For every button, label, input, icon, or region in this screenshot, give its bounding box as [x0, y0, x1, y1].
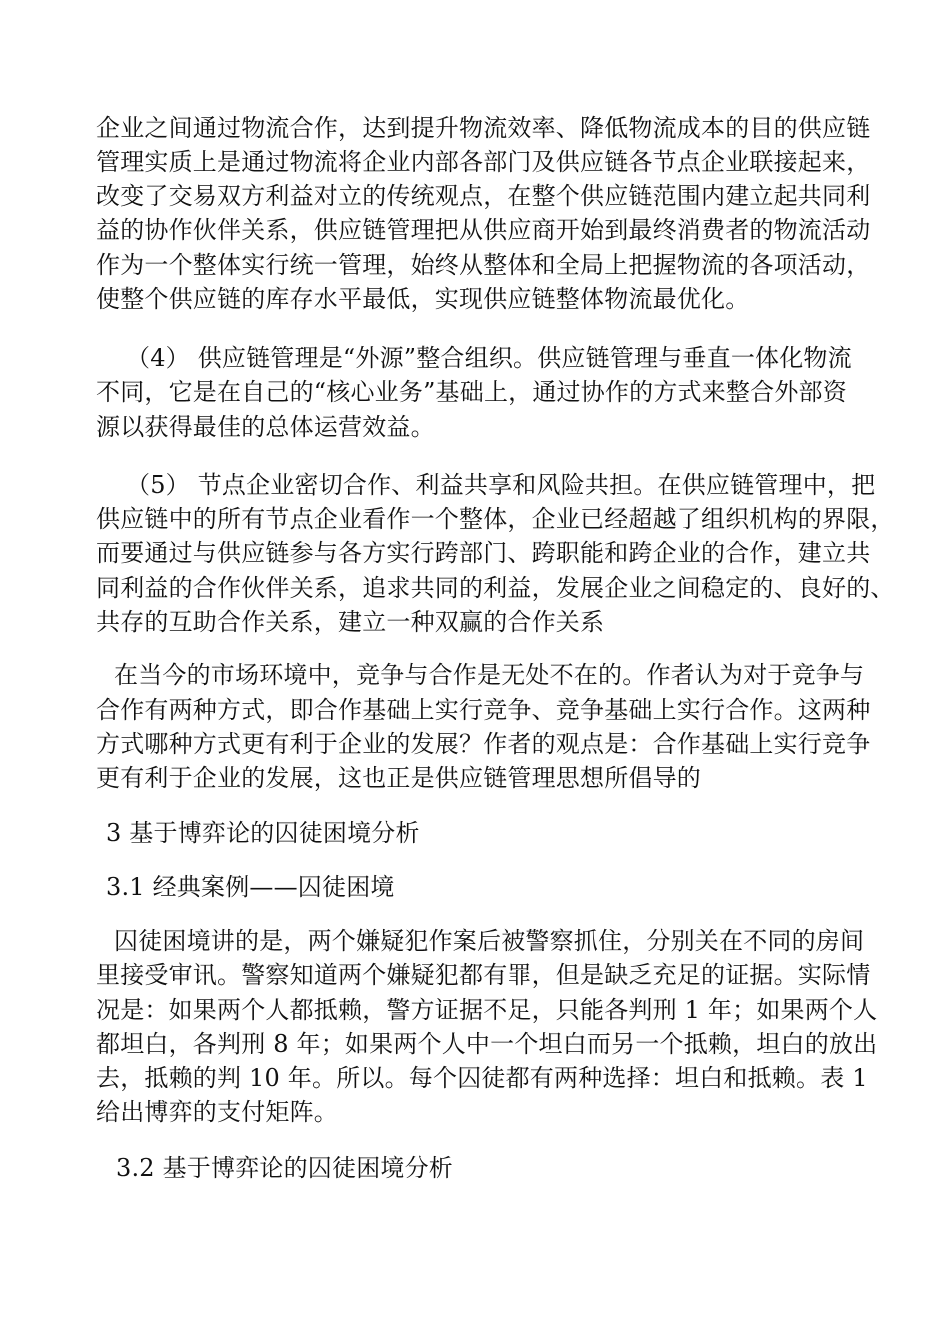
text-line: 给出博弈的支付矩阵。 [96, 1098, 338, 1126]
text-line: 去，抵赖的判 10 年。所以。每个囚徒都有两种选择：坦白和抵赖。表 1 [96, 1064, 868, 1092]
text-line: 都坦白，各判刑 8 年；如果两个人中一个坦白而另一个抵赖，坦白的放出 [96, 1030, 878, 1058]
text-line: 同利益的合作伙伴关系，追求共同的利益，发展企业之间稳定的、良好的、 [96, 574, 895, 602]
text-line: （4） 供应链管理是“外源”整合组织。供应链管理与垂直一体化物流 [126, 344, 852, 372]
text-line: 使整个供应链的库存水平最低，实现供应链整体物流最优化。 [96, 285, 750, 313]
text-line: 况是：如果两个人都抵赖，警方证据不足，只能各判刑 1 年；如果两个人 [96, 996, 878, 1024]
text-line: 合作有两种方式，即合作基础上实行竞争、竞争基础上实行合作。这两种 [96, 696, 871, 724]
section-heading-3: 3 基于博弈论的囚徒困境分析 [106, 819, 420, 847]
text-line: （5） 节点企业密切合作、利益共享和风险共担。在供应链管理中，把 [126, 471, 876, 499]
text-line: 源以获得最佳的总体运营效益。 [96, 413, 435, 441]
text-line: 供应链中的所有节点企业看作一个整体，企业已经超越了组织机构的界限， [96, 505, 895, 533]
text-line: 在当今的市场环境中，竞争与合作是无处不在的。作者认为对于竞争与 [114, 661, 865, 689]
section-heading-3-1: 3.1 经典案例——囚徒困境 [106, 873, 395, 901]
text-line: 管理实质上是通过物流将企业内部各部门及供应链各节点企业联接起来， [96, 148, 871, 176]
section-heading-3-2: 3.2 基于博弈论的囚徒困境分析 [116, 1154, 453, 1182]
text-line: 不同，它是在自己的“核心业务”基础上，通过协作的方式来整合外部资 [96, 378, 847, 406]
text-line: 更有利于企业的发展，这也正是供应链管理思想所倡导的 [96, 764, 701, 792]
text-line: 改变了交易双方利益对立的传统观点，在整个供应链范围内建立起共同利 [96, 182, 871, 210]
text-line: 囚徒困境讲的是，两个嫌疑犯作案后被警察抓住，分别关在不同的房间 [114, 927, 865, 955]
text-line: 方式哪种方式更有利于企业的发展？作者的观点是：合作基础上实行竞争 [96, 730, 871, 758]
text-line: 共存的互助合作关系，建立一种双赢的合作关系 [96, 608, 605, 636]
text-line: 益的协作伙伴关系，供应链管理把从供应商开始到最终消费者的物流活动 [96, 216, 871, 244]
text-line: 里接受审讯。警察知道两个嫌疑犯都有罪，但是缺乏充足的证据。实际情 [96, 961, 871, 989]
text-line: 而要通过与供应链参与各方实行跨部门、跨职能和跨企业的合作，建立共 [96, 539, 871, 567]
text-line: 企业之间通过物流合作，达到提升物流效率、降低物流成本的目的供应链 [96, 114, 871, 142]
text-line: 作为一个整体实行统一管理，始终从整体和全局上把握物流的各项活动， [96, 251, 871, 279]
